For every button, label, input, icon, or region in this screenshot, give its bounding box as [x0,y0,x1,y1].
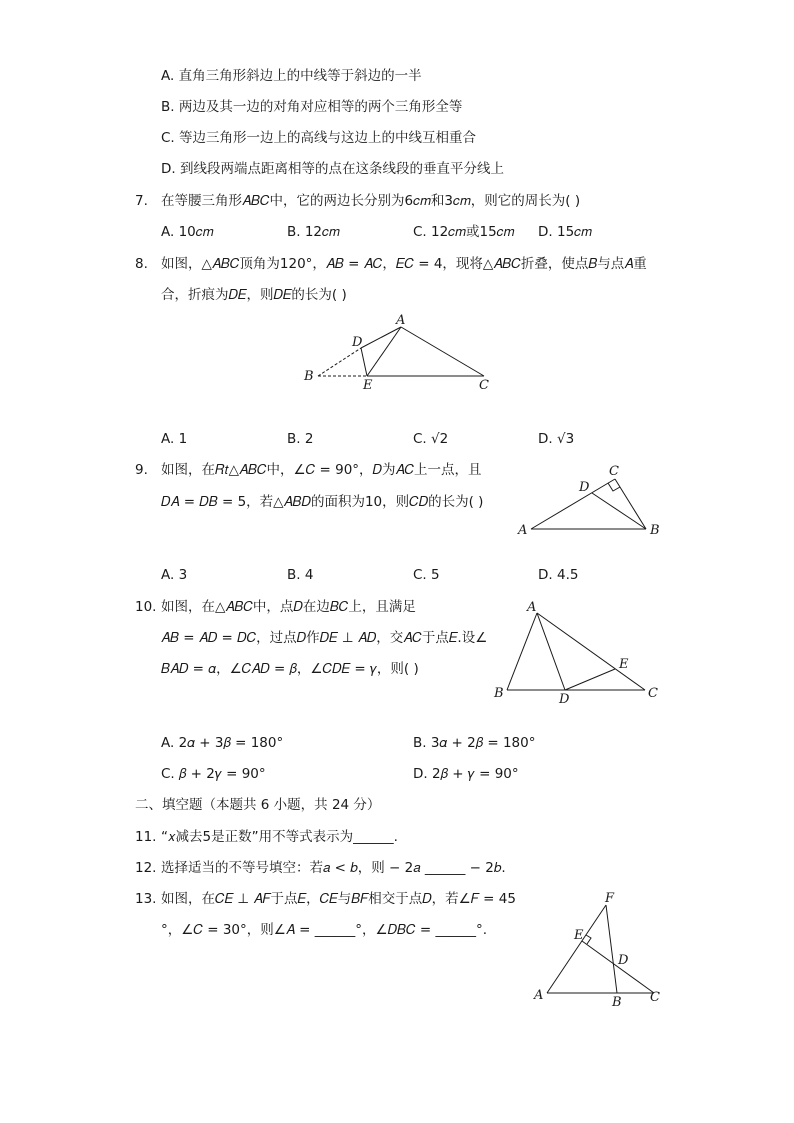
q8-stem-line2: 合，折痕为𝐷𝐸，则𝐷𝐸的长为( ) [161,287,347,303]
q8-option-c: C. √2 [413,431,449,447]
q8-segment-ac [401,327,484,376]
q10-option-d: D. 2𝛽 + 𝛾 = 90° [413,766,519,782]
q9-label-c: C [609,464,619,479]
q7-option-a: A. 10𝑐𝑚 [161,224,214,240]
q13-label-a: A [534,988,544,1003]
q8-segment-de [361,348,367,376]
q8-label-e: E [363,378,373,393]
q13-label-e: E [574,928,584,943]
q10-stem-line1: 如图，在△𝐴𝐵𝐶中，点𝐷在边𝐵𝐶上，且满足 [161,599,416,615]
q9-right-angle-mark [608,483,620,491]
q10-number: 10. [135,599,157,615]
q9-label-b: B [650,523,660,538]
q8-segment-ae [367,327,401,376]
q6-option-a: A. 直角三角形斜边上的中线等于斜边的一半 [161,68,422,84]
q13-segment-fb [606,905,617,993]
q12-stem: 选择适当的不等号填空：若𝑎 < 𝑏，则 − 2𝑎 ______ − 2𝑏. [161,860,506,876]
q9-label-d: D [579,480,590,495]
q13-label-c: C [650,990,660,1005]
q9-segment-db [592,493,646,529]
q8-label-c: C [479,378,489,393]
q10-segment-ab [507,613,537,690]
section2-title: 二、填空题（本题共 6 小题，共 24 分） [135,797,381,813]
q8-option-a: A. 1 [161,431,188,447]
q9-label-a: A [518,523,528,538]
q10-label-c: C [648,686,658,701]
q13-label-d: D [618,953,629,968]
q7-option-b: B. 12𝑐𝑚 [287,224,340,240]
q11-stem: “𝑥减去5是正数”用不等式表示为______. [161,829,398,845]
q11-number: 11. [135,829,157,845]
q10-segment-ad [537,613,565,690]
q13-stem-line1: 如图，在𝐶𝐸 ⊥ 𝐴𝐹于点𝐸，𝐶𝐸与𝐵𝐹相交于点𝐷，若∠𝐹 = 45 [161,891,516,907]
q6-option-d: D. 到线段两端点距离相等的点在这条线段的垂直平分线上 [161,161,504,177]
q13-label-f: F [605,891,615,906]
q8-stem-line1: 如图，△𝐴𝐵𝐶顶角为120°，𝐴𝐵 = 𝐴𝐶，𝐸𝐶 = 4，现将△𝐴𝐵𝐶折叠，使点𝐵与点𝐴重 [161,256,647,272]
q9-stem-line2: 𝐷𝐴 = 𝐷𝐵 = 5，若△𝐴𝐵𝐷的面积为10，则𝐶𝐷的长为( ) [161,494,484,510]
q9-number: 9. [135,462,148,478]
q13-right-angle-mark [586,935,591,944]
q10-stem-line3: 𝐵𝐴𝐷 = 𝛼，∠𝐶𝐴𝐷 = 𝛽，∠𝐶𝐷𝐸 = 𝛾，则( ) [161,661,419,677]
q7-number: 7. [135,193,148,209]
q8-dashed-bd [318,348,361,376]
q9-segment-cb [615,479,646,529]
q9-option-d: D. 4.5 [538,567,579,583]
q13-segment-ec [582,941,654,993]
q10-segment-ac [537,613,645,690]
q8-number: 8. [135,256,148,272]
q13-number: 13. [135,891,157,907]
q8-option-d: D. √3 [538,431,575,447]
q6-option-c: C. 等边三角形一边上的高线与这边上的中线互相重合 [161,130,477,146]
q8-segment-da [361,327,401,348]
q9-option-a: A. 3 [161,567,188,583]
q9-segment-ac [531,479,615,529]
q7-stem: 在等腰三角形𝐴𝐵𝐶中，它的两边长分别为6𝑐𝑚和3𝑐𝑚，则它的周长为( ) [161,193,581,209]
q7-option-d: D. 15𝑐𝑚 [538,224,592,240]
q10-option-a: A. 2𝛼 + 3𝛽 = 180° [161,735,284,751]
q12-number: 12. [135,860,157,876]
q10-segment-de [565,669,615,690]
q6-option-b: B. 两边及其一边的对角对应相等的两个三角形全等 [161,99,463,115]
q9-option-b: B. 4 [287,567,314,583]
q8-label-a: A [396,313,406,328]
q8-option-b: B. 2 [287,431,314,447]
q10-label-d: D [559,692,570,707]
q10-option-b: B. 3𝛼 + 2𝛽 = 180° [413,735,536,751]
q10-label-a: A [527,600,537,615]
q13-segment-af [547,905,606,993]
q9-option-c: C. 5 [413,567,440,583]
q8-label-b: B [304,369,314,384]
q8-label-d: D [352,335,363,350]
q10-stem-line2: 𝐴𝐵 = 𝐴𝐷 = 𝐷𝐶，过点𝐷作𝐷𝐸 ⊥ 𝐴𝐷，交𝐴𝐶于点𝐸.设∠ [161,630,488,646]
q13-label-b: B [612,995,622,1010]
q9-stem-line1: 如图，在𝑅𝑡△𝐴𝐵𝐶中，∠𝐶 = 90°，𝐷为𝐴𝐶上一点，且 [161,462,482,478]
q13-stem-line2: °，∠𝐶 = 30°，则∠𝐴 = ______°，∠𝐷𝐵𝐶 = ______°. [161,922,487,938]
q10-option-c: C. 𝛽 + 2𝛾 = 90° [161,766,266,782]
q10-label-e: E [619,657,629,672]
q7-option-c: C. 12𝑐𝑚或15𝑐𝑚 [413,224,515,240]
q10-label-b: B [494,686,504,701]
